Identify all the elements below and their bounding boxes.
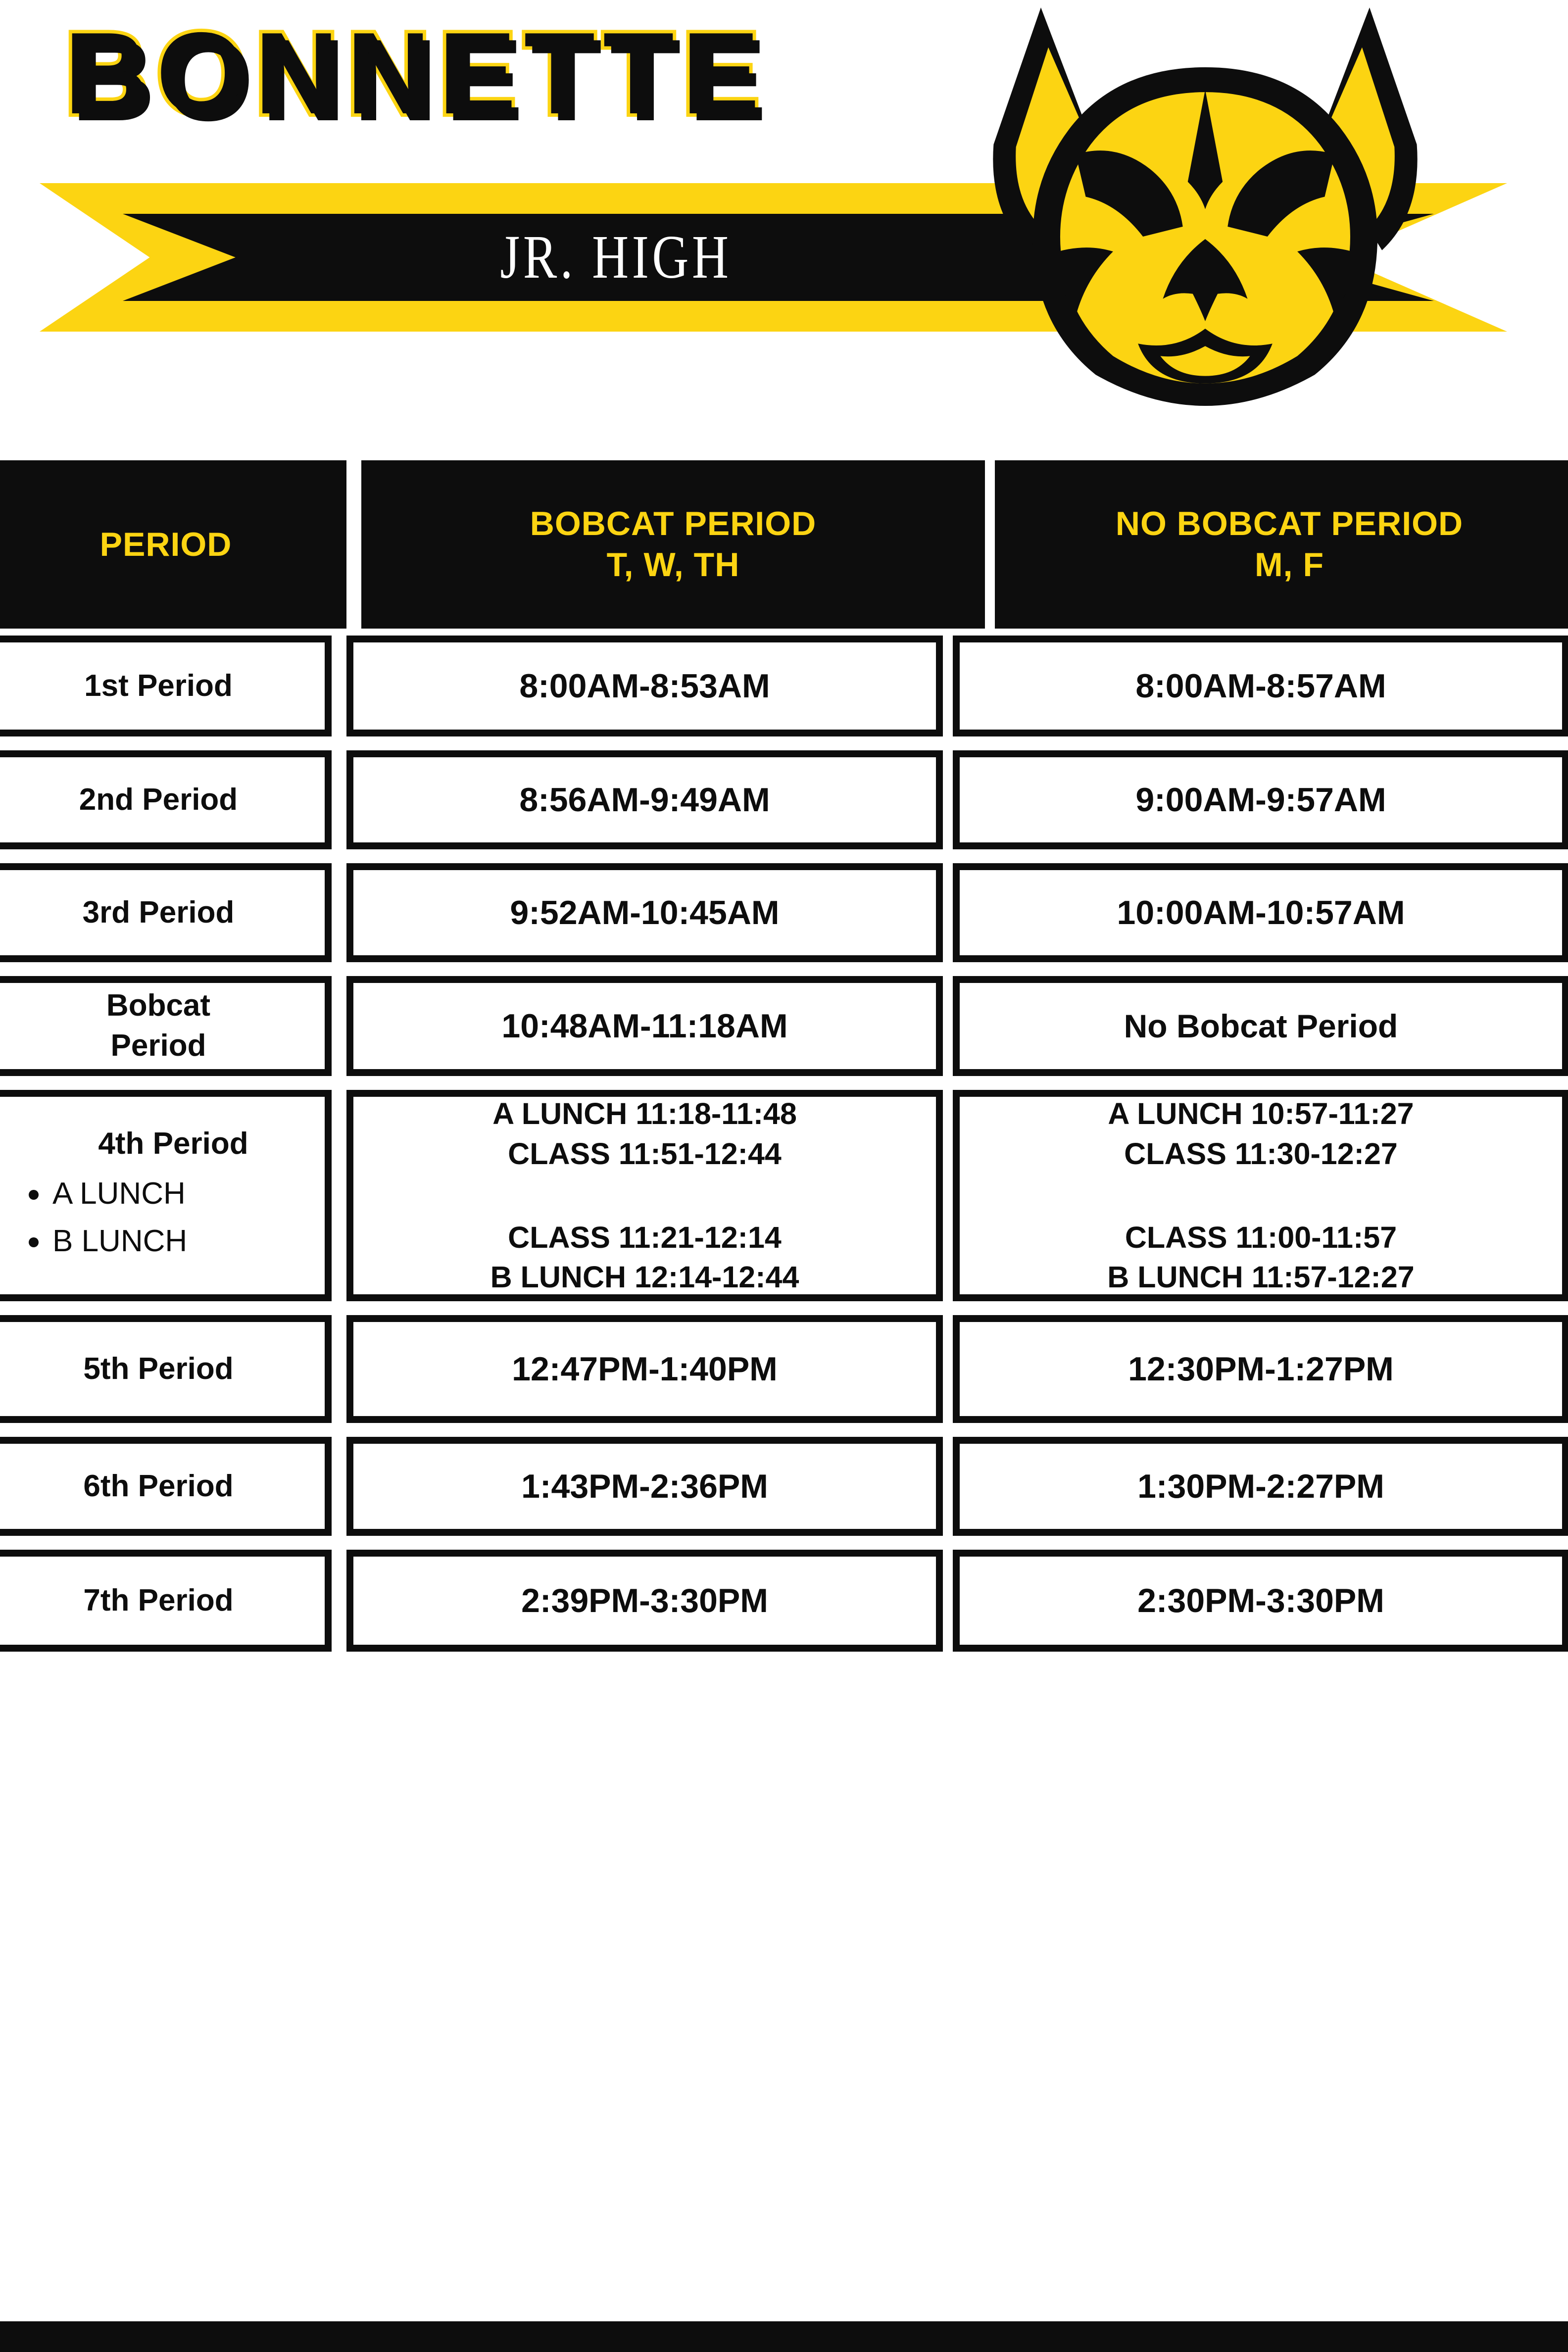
no-bobcat-a-lunch-time: A LUNCH 10:57-11:27 [1108, 1097, 1414, 1131]
no-bobcat-time: 9:00AM-9:57AM [1135, 781, 1386, 819]
no-bobcat-time: 1:30PM-2:27PM [1137, 1467, 1384, 1505]
period-label-line2: Period [110, 1029, 206, 1063]
no-bobcat-time-cell [953, 636, 1568, 736]
bobcat-a-class-time: CLASS 11:51-12:44 [508, 1136, 782, 1171]
column-header-no-bobcat-line1: NO BOBCAT PERIOD [1115, 505, 1464, 543]
period-name-cell [0, 976, 332, 1076]
period-label: 4th Period [98, 1126, 248, 1161]
school-subtitle: JR. HIGH [500, 223, 732, 292]
bobcat-a-lunch-time: A LUNCH 11:18-11:48 [492, 1097, 797, 1131]
period-name-cell [0, 1437, 332, 1536]
column-header-no-bobcat-line2: M, F [1255, 546, 1324, 584]
bobcat-lunch-cell [346, 1090, 943, 1301]
bobcat-time-cell [346, 1550, 943, 1652]
bell-schedule-table [0, 460, 1568, 1659]
period-label: 5th Period [83, 1351, 234, 1386]
period-label: 1st Period [84, 668, 233, 703]
column-header-bobcat-line2: T, W, TH [606, 546, 740, 584]
no-bobcat-b-class-time: CLASS 11:00-11:57 [1125, 1220, 1397, 1254]
period-label: 2nd Period [79, 782, 238, 817]
bobcat-time-cell [346, 863, 943, 962]
school-name-title: BONNETTE [64, 8, 768, 138]
period-name-cell [0, 1090, 332, 1301]
table-row [0, 1543, 1568, 1659]
bobcat-time: 12:47PM-1:40PM [512, 1350, 778, 1388]
bobcat-time-cell [346, 1315, 943, 1423]
no-bobcat-time-cell [953, 976, 1568, 1076]
no-bobcat-time-cell [953, 750, 1568, 849]
column-header-period [0, 460, 346, 629]
bobcat-a-lunch-group [492, 1094, 797, 1174]
period-name-cell [0, 1550, 332, 1652]
bobcat-time: 1:43PM-2:36PM [521, 1467, 768, 1505]
no-bobcat-time-cell [953, 1437, 1568, 1536]
period-name-cell [0, 636, 332, 736]
bobcat-b-lunch-time: B LUNCH 12:14-12:44 [490, 1260, 799, 1294]
no-bobcat-time-cell [953, 863, 1568, 962]
table-row [0, 1308, 1568, 1430]
column-header-bobcat-line1: BOBCAT PERIOD [530, 505, 817, 543]
table-row [0, 969, 1568, 1083]
footer-bar [0, 2321, 1568, 2352]
bobcat-time-cell [346, 976, 943, 1076]
period-name-cell [0, 863, 332, 962]
bobcat-time-cell [346, 636, 943, 736]
period-name-cell [0, 1315, 332, 1423]
table-row [0, 1430, 1568, 1543]
no-bobcat-a-class-time: CLASS 11:30-12:27 [1124, 1136, 1398, 1171]
no-bobcat-time: No Bobcat Period [1124, 1008, 1398, 1044]
column-header-period-line1: PERIOD [99, 525, 232, 563]
period-label-line1: Bobcat [106, 988, 211, 1023]
bobcat-time: 10:48AM-11:18AM [501, 1007, 788, 1045]
period-label: 6th Period [83, 1469, 234, 1503]
bobcat-b-class-time: CLASS 11:21-12:14 [508, 1220, 782, 1254]
no-bobcat-time: 12:30PM-1:27PM [1128, 1350, 1394, 1388]
page-header [0, 0, 1568, 445]
bobcat-mascot-icon [955, 0, 1455, 406]
no-bobcat-time: 8:00AM-8:57AM [1135, 667, 1386, 705]
no-bobcat-time-cell [953, 1315, 1568, 1423]
no-bobcat-time: 10:00AM-10:57AM [1117, 893, 1405, 931]
table-row-fourth-period [0, 1083, 1568, 1308]
bobcat-time: 8:00AM-8:53AM [519, 667, 770, 705]
table-row [0, 629, 1568, 743]
lunch-bullet-b: B LUNCH [52, 1218, 187, 1265]
no-bobcat-time-cell [953, 1550, 1568, 1652]
table-row [0, 856, 1568, 969]
period-label: 3rd Period [82, 895, 235, 930]
bobcat-time: 9:52AM-10:45AM [510, 893, 780, 931]
no-bobcat-time: 2:30PM-3:30PM [1137, 1581, 1384, 1619]
bobcat-time-cell [346, 1437, 943, 1536]
no-bobcat-b-lunch-group [1107, 1218, 1414, 1297]
no-bobcat-a-lunch-group [1108, 1094, 1414, 1174]
period-name-cell [0, 750, 332, 849]
column-header-no-bobcat-period [995, 460, 1568, 629]
bobcat-b-lunch-group [490, 1218, 799, 1297]
bobcat-time: 8:56AM-9:49AM [519, 781, 770, 819]
period-label: 7th Period [83, 1583, 234, 1617]
bobcat-time-cell [346, 750, 943, 849]
lunch-bullet-a: A LUNCH [52, 1170, 187, 1218]
bobcat-time: 2:39PM-3:30PM [521, 1581, 768, 1619]
lunch-bullet-list [22, 1170, 187, 1265]
table-header-row [0, 460, 1568, 629]
no-bobcat-lunch-cell [953, 1090, 1568, 1301]
table-row [0, 743, 1568, 856]
column-header-bobcat-period [361, 460, 985, 629]
no-bobcat-b-lunch-time: B LUNCH 11:57-12:27 [1107, 1260, 1415, 1294]
